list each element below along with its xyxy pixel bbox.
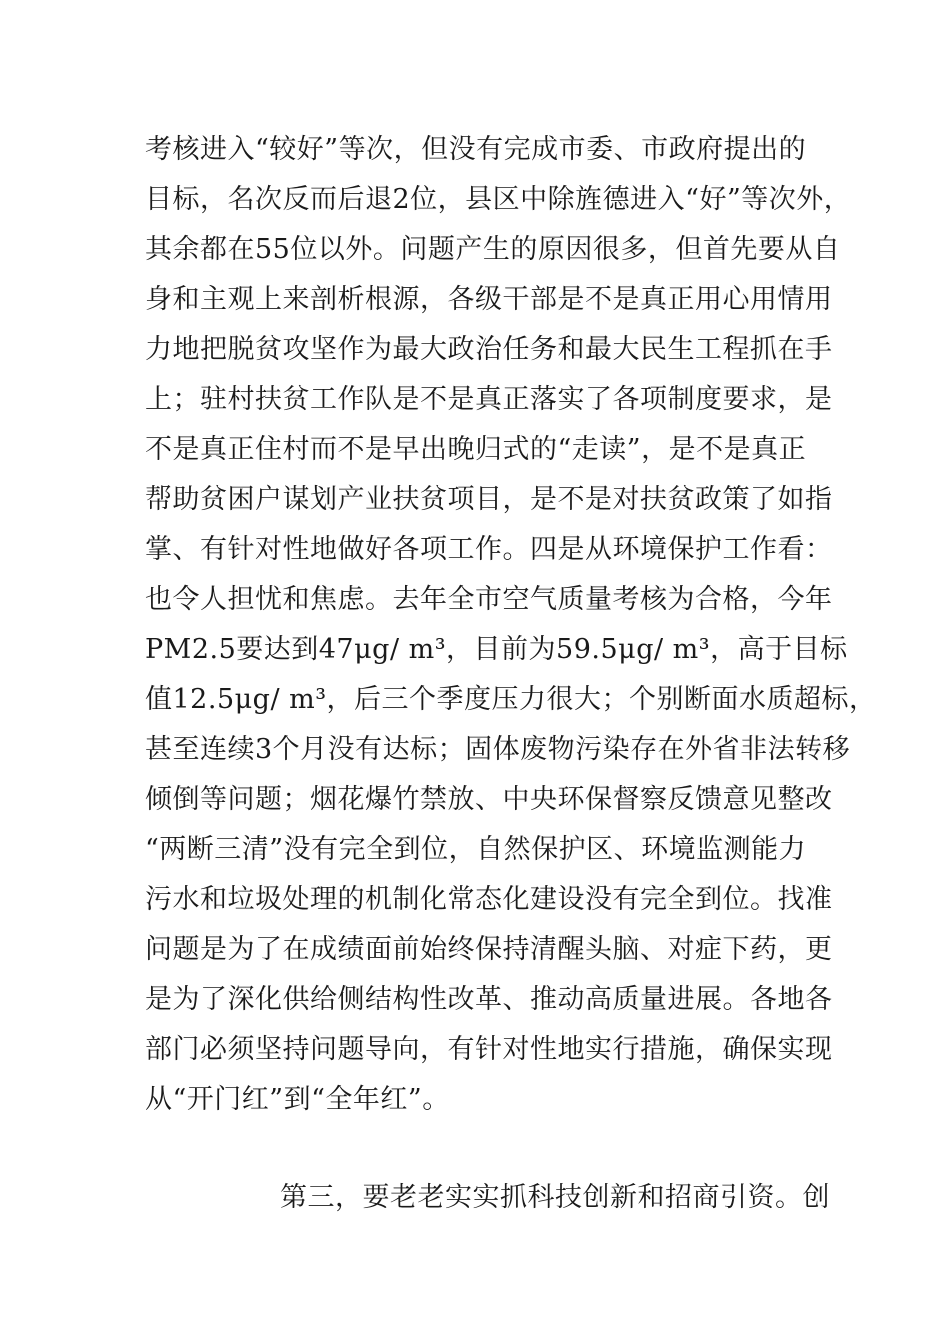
text-line-3: 其余都在55位以外。问题产生的原因很多，但首先要从自 — [145, 234, 841, 265]
text-line-17: 问题是为了在成绩面前始终保持清醒头脑、对症下药，更 — [145, 934, 833, 965]
text-line-6: 上；驻村扶贫工作队是不是真正落实了各项制度要求，是 — [145, 384, 833, 415]
text-line-2: 目标，名次反而后退2位，县区中除旌德进入“好”等次外， — [145, 184, 852, 215]
text-line-20: 从“开门红”到“全年红”。 — [145, 1084, 450, 1115]
text-line-12: 值12.5μg/ m³，后三个季度压力很大；个别断面水质超标， — [145, 684, 877, 715]
text-line-7: 不是真正住村而不是早出晚归式的“走读”，是不是真正 — [145, 434, 807, 465]
text-line-1: 考核进入“较好”等次，但没有完成市委、市政府提出的 — [145, 134, 807, 165]
text-line-5: 力地把脱贫攻坚作为最大政治任务和最大民生工程抓在手 — [145, 334, 833, 365]
text-line-8: 帮助贫困户谋划产业扶贫项目，是不是对扶贫政策了如指 — [145, 484, 833, 515]
text-line-19: 部门必须坚持问题导向，有针对性地实行措施，确保实现 — [145, 1034, 833, 1065]
text-line-16: 污水和垃圾处理的机制化常态化建设没有完全到位。找准 — [145, 884, 833, 915]
text-line-18: 是为了深化供给侧结构性改革、推动高质量进展。各地各 — [145, 984, 833, 1015]
text-line-9: 掌、有针对性地做好各项工作。四是从环境保护工作看： — [145, 534, 833, 565]
text-line-11: PM2.5要达到47μg/ m³，目前为59.5μg/ m³，高于目标 — [145, 634, 848, 665]
text-line-14: 倾倒等问题；烟花爆竹禁放、中央环保督察反馈意见整改 — [145, 784, 833, 815]
text-line-10: 也令人担忧和焦虑。去年全市空气质量考核为合格，今年 — [145, 584, 833, 615]
text-line-4: 身和主观上来剖析根源，各级干部是不是真正用心用情用 — [145, 284, 833, 315]
text-line-13: 甚至连续3个月没有达标；固体废物污染存在外省非法转移 — [145, 734, 851, 765]
text-line-15: “两断三清”没有完全到位，自然保护区、环境监测能力 — [145, 834, 807, 865]
paragraph-start-line: 第三，要老老实实抓科技创新和招商引资。创 — [280, 1182, 830, 1213]
